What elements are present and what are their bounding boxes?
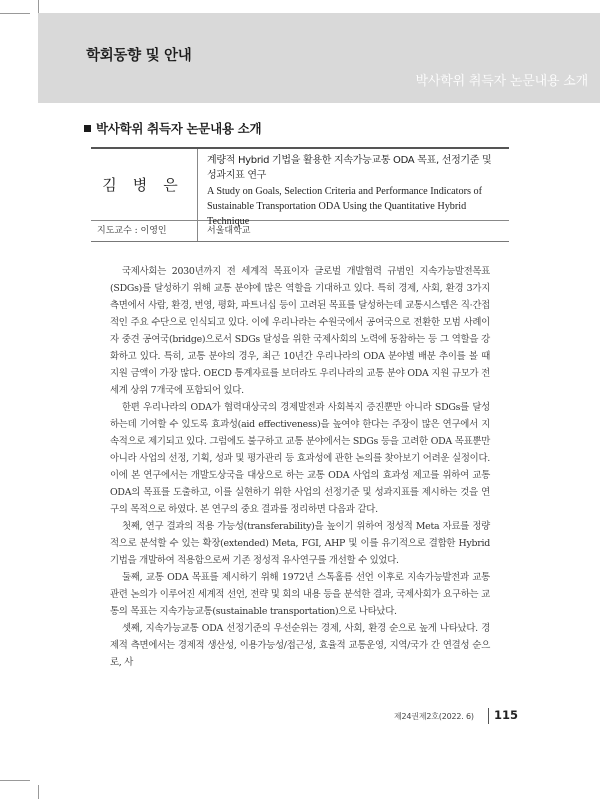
page-section-title: 학회동향 및 안내: [86, 48, 192, 64]
page-number: 115: [494, 708, 519, 722]
thesis-title-korean-line2: 성과지표 연구: [207, 170, 267, 181]
crop-mark: [0, 780, 30, 781]
paragraph: 둘째, 교통 ODA 목표를 제시하기 위해 1972년 스톡홀름 선언 이후로 지속가능발전과 교통 관련 논의가 이루어진 세계적 선언, 전략 및 회의 내용 등을 분석한 결과, 국제사회가 요구하는 교통의 목표는 지속가능교통(sustainable transportation)으로 나타났다.: [110, 572, 490, 617]
paragraph: 첫째, 연구 결과의 적용 가능성(transferability)을 높이기 위하여 정성적 Meta 자료를 정량적으로 분석할 수 있는 확장(extended) Meta, FGI, AHP 및 이를 유기적으로 결합한 Hybrid 기법을 개발하여 적용함으로써 기존 정성적 유사연구를 개선할 수 있었다.: [110, 521, 490, 566]
university: 서울대학교: [207, 226, 251, 236]
advisor: 지도교수 : 이영인: [91, 221, 198, 241]
crop-mark: [0, 13, 30, 14]
thesis-title: [207, 153, 507, 229]
thesis-info-table: [91, 147, 509, 242]
crop-mark: [38, 785, 39, 799]
header-subtitle: 박사학위 취득자 논문내용 소개: [415, 74, 588, 89]
thesis-title-english-line1: A Study on Goals, Selection Criteria and Performance Indicators of: [207, 186, 482, 197]
thesis-title-english-line2: Sustainable Transportation ODA Using the Quantitative Hybrid Technique: [207, 201, 467, 227]
advisor-row: [91, 221, 509, 241]
section-heading-text: 박사학위 취득자 논문내용 소개: [96, 121, 262, 136]
section-heading: [84, 119, 261, 137]
square-bullet-icon: [84, 125, 91, 132]
crop-mark: [38, 0, 39, 14]
journal-issue: 제24권제2호(2022. 6): [394, 712, 474, 721]
footer-divider: [488, 708, 489, 724]
author-name: 김병은: [91, 149, 198, 220]
abstract-body: [110, 263, 490, 671]
paragraph: 국제사회는 2030년까지 전 세계적 목표이자 글로벌 개발협력 규범인 지속가능발전목표(SDGs)를 달성하기 위해 교통 분야에 많은 역할을 기대하고 있다. 특히 경제, 사회, 환경 3가지 측면에서 사람, 환경, 번영, 평화, 파트너십 등이 고려된 목표를 달성하는데 교통시스템은 직·간접적인 주요 수단으로 인식되고 있다. 이에 우리나라는 수원국에서 공여국으로 전환한 모범 사례이자 중견 공여국(bridge)으로서 SDGs 달성을 위한 국제사회의 노력에 동참하는 등 그 역할을 강화하고 있다. 특히, 교통 분야의 경우, 최근 10년간 우리나라의 ODA 분야별 배분 추이를 볼 때 지원 금액이 가장 많다. OECD 통계자료를 보더라도 우리나라의 교통 분야 ODA 지원 규모가 전 세계 상위 7개국에 포함되어 있다.: [110, 266, 490, 396]
thesis-info-row: [91, 149, 509, 227]
thesis-title-korean-line1: 계량적 Hybrid 기법을 활용한 지속가능교통 ODA 목표, 선정기준 및: [207, 155, 492, 166]
paragraph: 셋째, 지속가능교통 ODA 선정기준의 우선순위는 경제, 사회, 환경 순으로 높게 나타났다. 경제적 측면에서는 경제적 생산성, 이용가능성/접근성, 효율적 교통운영, 지역/국가 간 연결성 순으로, 사: [110, 623, 490, 668]
paragraph: 한편 우리나라의 ODA가 협력대상국의 경제발전과 사회복지 증진뿐만 아니라 SDGs를 달성하는데 기여할 수 있도록 효과성(aid effectiveness)을 높여야 한다는 주장이 많은 연구에서 지속적으로 제기되고 있다. 그럼에도 불구하고 교통 분야에서는 SDGs 등을 고려한 ODA 목표뿐만 아니라 사업의 선정, 기획, 성과 및 평가관리 등 효과성에 관한 논의를 찾아보기 어려운 실정이다. 이에 본 연구에서는 개발도상국을 대상으로 하는 교통 ODA 사업의 효과성 제고를 위하여 교통 ODA의 목표를 도출하고, 이를 실현하기 위한 사업의 선정기준 및 성과지표를 제시하는 것을 연구의 목적으로 하였다. 본 연구의 중요 결과를 정리하면 다음과 같다.: [110, 402, 490, 515]
